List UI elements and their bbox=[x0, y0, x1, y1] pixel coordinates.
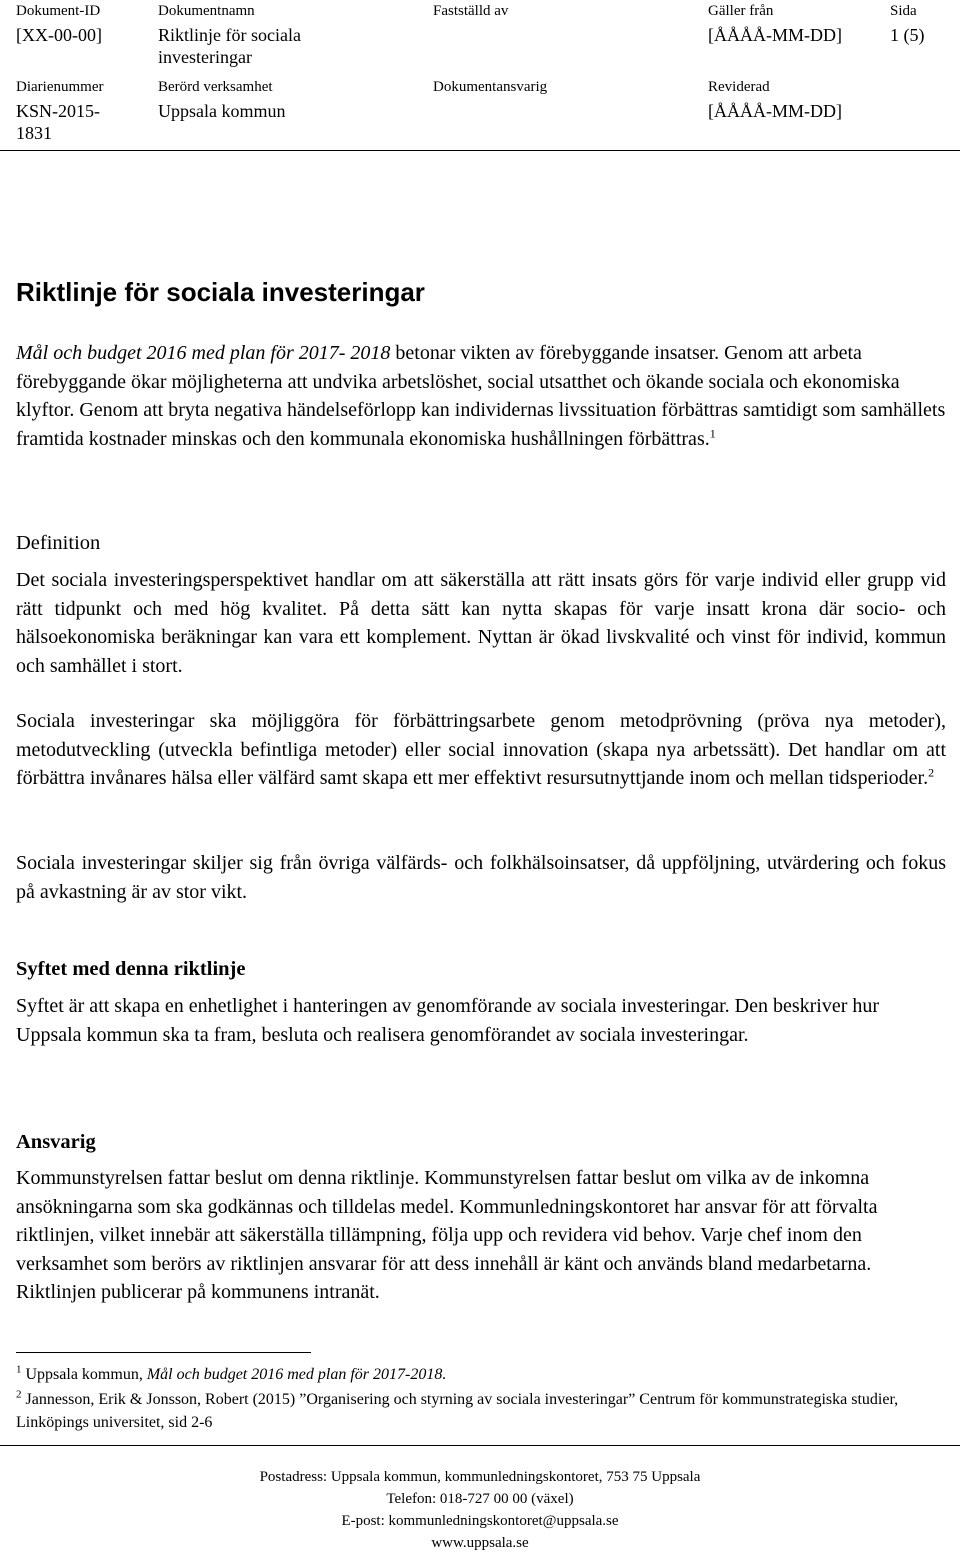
footnote-2-number: 2 bbox=[16, 1388, 22, 1401]
affected-value: Uppsala kommun bbox=[158, 101, 286, 121]
page-field bbox=[890, 0, 925, 46]
valid-from-field bbox=[708, 0, 842, 46]
footnote-1-prefix: Uppsala kommun, bbox=[25, 1366, 147, 1383]
affected-label: Berörd verksamhet bbox=[158, 79, 273, 95]
doc-name-field bbox=[158, 0, 301, 68]
footnote-ref-1[interactable]: 1 bbox=[709, 425, 716, 440]
doc-name-value-line1: Riktlinje för sociala bbox=[158, 25, 301, 45]
footnote-1-italic: Mål och budget 2016 med plan för 2017-2018. bbox=[146, 1366, 447, 1383]
page-footer bbox=[0, 1466, 960, 1554]
footnote-2 bbox=[16, 1388, 936, 1434]
doc-name-value-line2: investeringar bbox=[158, 47, 252, 67]
page-label: Sida bbox=[890, 3, 917, 19]
affected-field bbox=[158, 76, 286, 122]
footnote-1-number: 1 bbox=[16, 1363, 22, 1376]
document-title: Riktlinje för sociala investeringar bbox=[16, 277, 425, 307]
revised-label: Reviderad bbox=[708, 79, 770, 95]
valid-from-value: [ÅÅÅÅ-MM-DD] bbox=[708, 25, 842, 45]
footnote-ref-2[interactable]: 2 bbox=[928, 765, 935, 780]
purpose-paragraph: Syftet är att skapa en enhetlighet i hanteringen av genomförande av sociala investeringar. Den beskriver hur Uppsala kommun ska ta fram, besluta och realisera genomförandet av sociala investeringar. bbox=[16, 995, 880, 1046]
purpose-heading: Syftet med denna riktlinje bbox=[16, 958, 246, 980]
reg-no-value-line2: 1831 bbox=[16, 123, 52, 143]
reg-no-value-line1: KSN-2015- bbox=[16, 101, 100, 121]
footer-phone: Telefon: 018-727 00 00 (växel) bbox=[386, 1491, 574, 1507]
intro-italic-reference: Mål och budget 2016 med plan för 2017- 2018 bbox=[16, 342, 391, 364]
footer-website[interactable]: www.uppsala.se bbox=[431, 1535, 529, 1551]
definition-heading: Definition bbox=[16, 532, 101, 554]
reg-no-field bbox=[16, 76, 103, 144]
footer-address: Postadress: Uppsala kommun, kommunledningskontoret, 753 75 Uppsala bbox=[259, 1469, 701, 1485]
revised-value: [ÅÅÅÅ-MM-DD] bbox=[708, 101, 842, 121]
responsible-field bbox=[433, 76, 547, 98]
doc-id-label: Dokument-ID bbox=[16, 3, 101, 19]
intro-text: betonar vikten av förebyggande insatser. Genom att arbeta förebyggande ökar möjligheterna att undvika arbetslöshet, social utsatthet och ökande sociala och ekonomiska klyftor. Genom att bryta negativa händelseförlopp kan individernas livssituation förbättras samtidigt som samhällets framtida kostnader minskas och den kommunala ekonomiska hushållningen förbättras. bbox=[16, 342, 946, 450]
footer-email[interactable]: E-post: kommunledningskontoret@uppsala.se bbox=[341, 1513, 619, 1529]
definition-paragraph-3: Sociala investeringar skiljer sig från övriga välfärds- och folkhälsoinsatser, då uppföljning, utvärdering och fokus på avkastning är av stor vikt. bbox=[16, 852, 946, 903]
page-number: 1 (5) bbox=[890, 25, 925, 45]
definition-paragraph-2-text: Sociala investeringar ska möjliggöra för förbättringsarbete genom metodprövning (pröva nya metoder), metodutveckling (utveckla befintliga metoder) eller social innovation (skapa nya arbetssätt). Det handlar om att förbättra invånares hälsa eller välfärd samt skapa ett mer effektivt resursutnyttjande inom och mellan tidsperioder. bbox=[16, 710, 946, 789]
adopted-by-field bbox=[433, 0, 508, 22]
header-divider bbox=[0, 150, 960, 151]
doc-name-label: Dokumentnamn bbox=[158, 3, 255, 19]
definition-paragraph-1: Det sociala investeringsperspektivet handlar om att säkerställa att rätt insats görs för varje individ eller grupp vid rätt tidpunkt och med hög kvalitet. På detta sätt kan nytta skapas för varje insatt krona där socio- och hälsoekonomiska beräkningar kan vara ett komplement. Nyttan är ökad livskvalité och vinst för individ, kommun och samhället i stort. bbox=[16, 569, 946, 677]
adopted-by-label: Fastställd av bbox=[433, 3, 509, 19]
valid-from-label: Gäller från bbox=[708, 3, 774, 19]
footnote-1 bbox=[16, 1363, 936, 1386]
footnote-2-text: Jannesson, Erik & Jonsson, Robert (2015) ”Organisering och styrning av sociala investeringar” Centrum för kommunstrategiska studier, Linköpings universitet, sid 2-6 bbox=[16, 1391, 899, 1431]
responsibility-paragraph: Kommunstyrelsen fattar beslut om denna riktlinje. Kommunstyrelsen fattar beslut om vilka av de inkomna ansökningarna som ska godkännas och tilldelas medel. Kommunledningskontoret har ansvar för att förvalta riktlinjen, vilket innebär att säkerställa tillämpning, följa upp och revidera vid behov. Varje chef inom den verksamhet som berörs av riktlinjen ansvarar för att dess innehåll är känt och används bland medarbetarna. Riktlinjen publicerar på kommunens intranät. bbox=[16, 1167, 878, 1303]
footnote-divider bbox=[16, 1352, 311, 1353]
revised-field bbox=[708, 76, 842, 122]
reg-no-label: Diarienummer bbox=[16, 79, 104, 95]
definition-paragraph-2 bbox=[16, 707, 946, 793]
responsibility-heading: Ansvarig bbox=[16, 1131, 96, 1153]
footer-divider bbox=[0, 1445, 960, 1446]
responsible-label: Dokumentansvarig bbox=[433, 79, 548, 95]
doc-id-value: [XX-00-00] bbox=[16, 25, 102, 45]
doc-id-field bbox=[16, 0, 102, 46]
intro-paragraph bbox=[16, 339, 946, 453]
